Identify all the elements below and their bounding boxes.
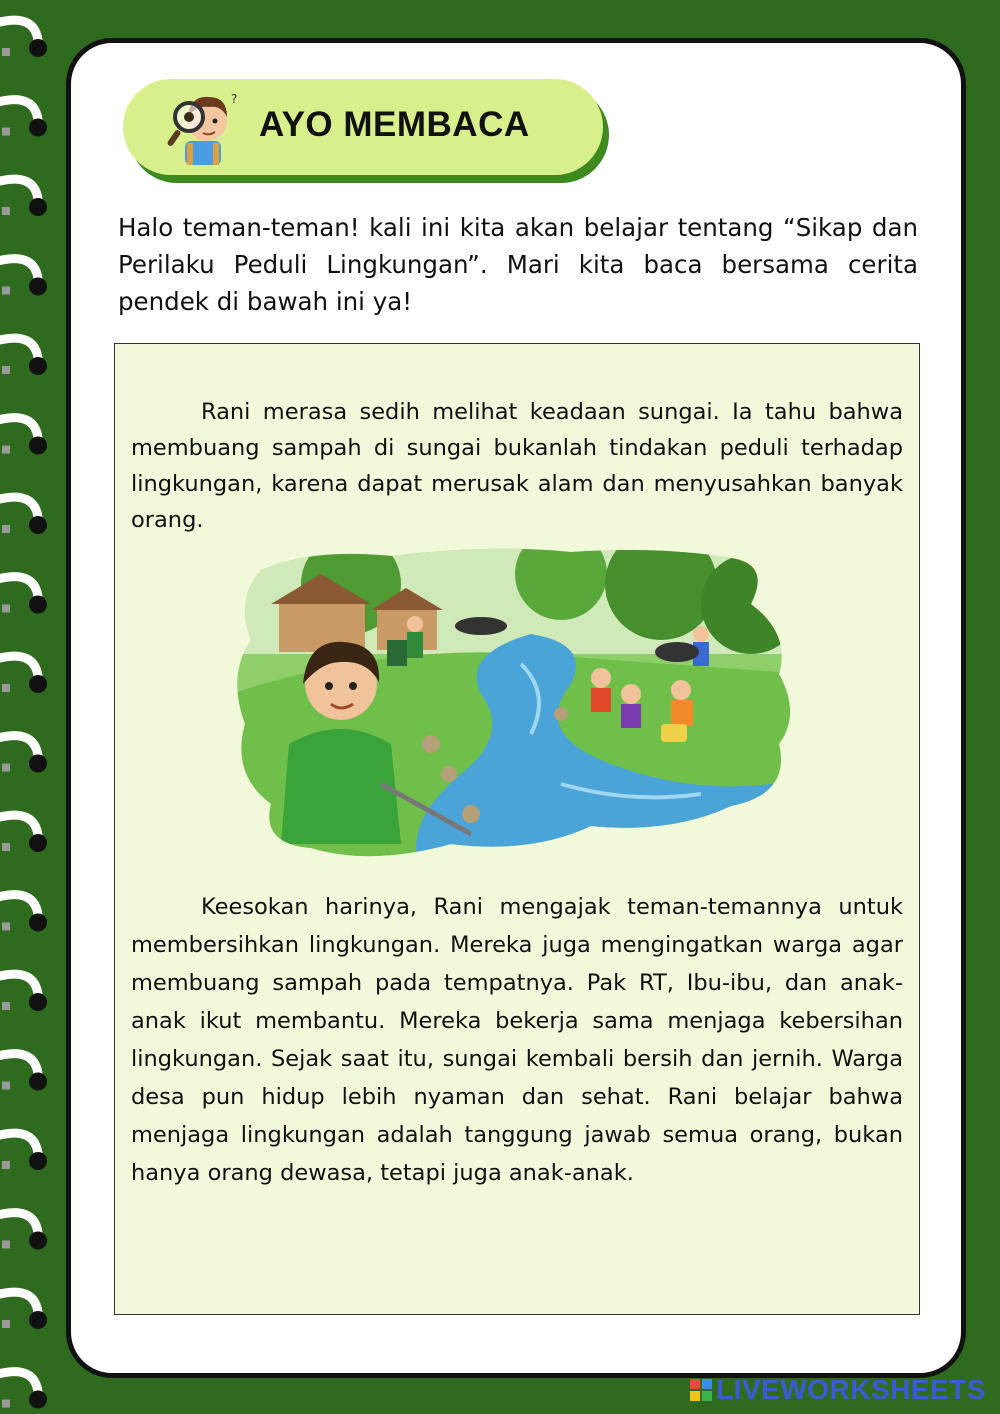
binding-ring xyxy=(0,100,47,137)
page-title: AYO MEMBACA xyxy=(259,105,530,144)
binding-ring xyxy=(0,1213,47,1250)
binding-ring xyxy=(0,577,47,614)
binding-ring xyxy=(0,1133,47,1170)
binding-ring xyxy=(0,815,47,852)
binding-ring xyxy=(0,179,47,216)
story-paragraph-2: Keesokan harinya, Rani mengajak teman-temannya untuk membersihkan lingkungan. Mereka juga mengingatkan warga agar membuang sampah pada tempatnya. Pak RT, Ibu-ibu, dan anak-anak ikut membantu. Mereka bekerja sama menjaga kebersihan lingkungan. Sejak saat itu, sungai kembali bersih dan jernih. Warga desa pun hidup lebih nyaman dan sehat. Rani belajar bahwa menjaga lingkungan adalah tanggung jawab semua orang, bukan hanya orang dewasa, tetapi juga anak-anak. xyxy=(131,894,903,1186)
svg-text:?: ? xyxy=(231,92,238,106)
binding-rings xyxy=(0,0,60,1414)
river-cleanup-illustration xyxy=(231,544,805,872)
spiral-binding xyxy=(0,0,60,1414)
binding-ring xyxy=(0,338,47,375)
binding-ring xyxy=(0,736,47,773)
detective-boy-magnifier-icon xyxy=(161,83,245,167)
watermark-text: LIVEWORKSHEETS xyxy=(716,1374,986,1405)
liveworksheets-watermark xyxy=(690,1373,986,1407)
binding-ring xyxy=(0,656,47,693)
story-box xyxy=(114,343,920,1315)
binding-ring xyxy=(0,1054,47,1091)
binding-ring xyxy=(0,497,47,534)
story-paragraph-1: Rani merasa sedih melihat keadaan sungai. Ia tahu bahwa membuang sampah di sungai bukanlah tindakan peduli terhadap lingkungan, karena dapat merusak alam dan menyusahkan banyak orang. xyxy=(131,399,903,533)
binding-ring xyxy=(0,20,47,57)
binding-ring xyxy=(0,895,47,932)
binding-ring xyxy=(0,1292,47,1329)
binding-ring xyxy=(0,974,47,1011)
binding-ring xyxy=(0,259,47,296)
intro-text: Halo teman-teman! kali ini kita akan belajar tentang “Sikap dan Perilaku Peduli Lingkungan”. Mari kita baca bersama cerita pendek di bawah ini ya! xyxy=(118,213,918,316)
worksheet-page xyxy=(66,38,966,1378)
section-banner xyxy=(123,79,609,183)
liveworksheets-logo-icon xyxy=(690,1379,712,1401)
binding-ring xyxy=(0,418,47,455)
binding-ring xyxy=(0,1372,47,1409)
banner-pill xyxy=(123,79,603,175)
